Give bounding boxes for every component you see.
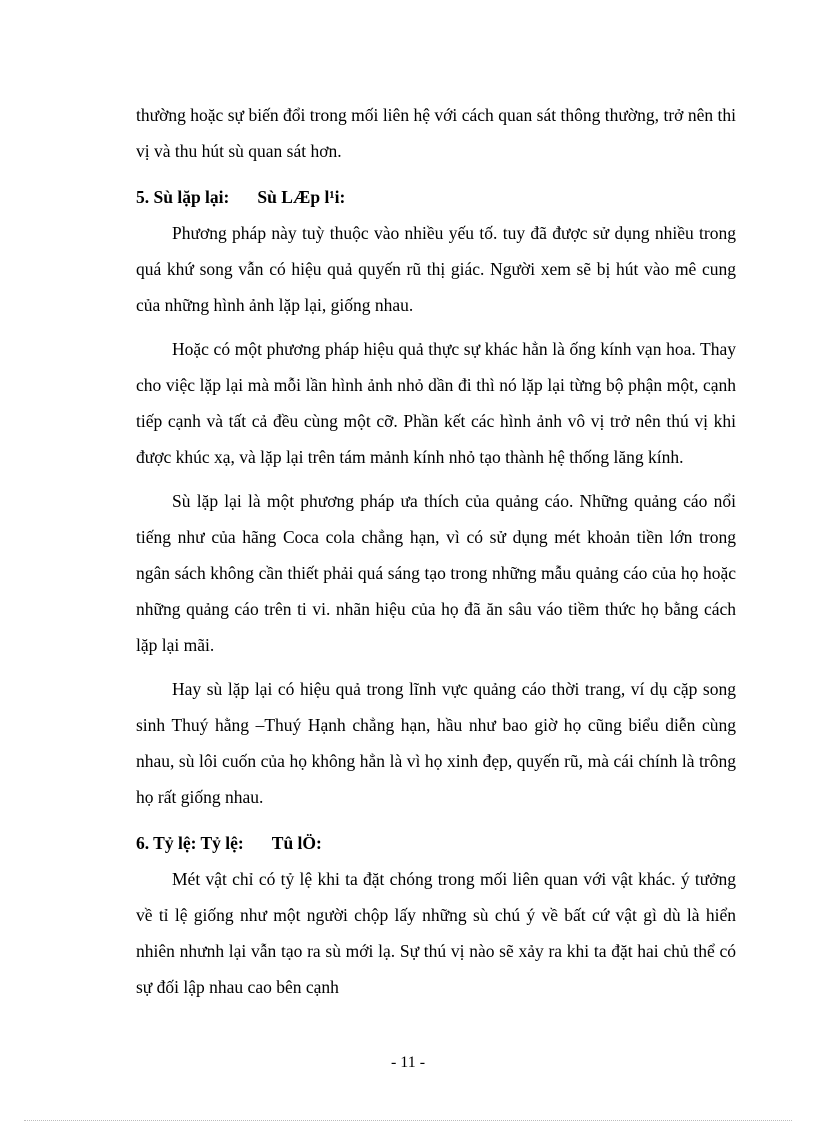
- footer-divider: [24, 1120, 792, 1121]
- paragraph-continued: thường hoặc sự biến đổi trong mối liên hệ với cách quan sát thông thường, trở nên thi vị và thu hút sù quan sát hơn.: [136, 105, 736, 161]
- section-6-heading-secondary: Tû lÖ:: [271, 833, 322, 853]
- paragraph: Mét vật chỉ có tỷ lệ khi ta đặt chóng trong mối liên quan với vật khác. ý tưởng về tỉ lệ giống như một người chộp lấy những sù chú ý về bất cứ vật gì dù là hiển nhiên nhưnh lại vẫn tạo ra sù mới lạ. Sự thú vị nào sẽ xảy ra khi ta đặt hai chủ thể có sự đối lập nhau cao bên cạnh: [136, 869, 736, 997]
- page-number: - 11 -: [390, 1054, 426, 1071]
- paragraph: Sù lặp lại là một phương pháp ưa thích của quảng cáo. Những quảng cáo nổi tiếng như của hãng Coca cola chẳng hạn, vì có sử dụng mét khoản tiền lớn trong ngân sách không cần thiết phải quá sáng tạo trong những mẫu quảng cáo của họ hoặc những quảng cáo trên ti vi. nhãn hiệu của họ đã ăn sâu váo tiềm thức họ bằng cách lặp lại mãi.: [136, 491, 736, 655]
- body-text: [136, 97, 736, 1013]
- section-5-heading-secondary: Sù LÆp l¹i:: [257, 187, 346, 207]
- section-5-heading: [136, 179, 736, 215]
- paragraph: Hoặc có một phương pháp hiệu quả thực sự khác hẳn là ống kính vạn hoa. Thay cho việc lặp lại mà mỗi lần hình ảnh nhỏ dần đi thì nó lặp lại từng bộ phận một, cạnh tiếp cạnh và tất cả đều cùng một cỡ. Phần kết các hình ảnh vô vị trở nên thú vị khi được khúc xạ, và lặp lại trên tám mảnh kính nhỏ tạo thành hệ thống lăng kính.: [136, 339, 736, 467]
- section-6-heading-primary: 6. Tỷ lệ: Tỷ lệ:: [136, 833, 244, 853]
- paragraph: Phương pháp này tuỳ thuộc vào nhiều yếu tố. tuy đã được sử dụng nhiều trong quá khứ song vẫn có hiệu quả quyến rũ thị giác. Người xem sẽ bị hút vào mê cung của những hình ảnh lặp lại, giống nhau.: [136, 223, 736, 315]
- paragraph: Hay sù lặp lại có hiệu quả trong lĩnh vực quảng cáo thời trang, ví dụ cặp song sinh Thuý hằng –Thuý Hạnh chẳng hạn, hầu như bao giờ họ cũng biểu diễn cùng nhau, sù lôi cuốn của họ không hẳn là vì họ xinh đẹp, quyến rũ, mà cái chính là trông họ rất giống nhau.: [136, 679, 736, 807]
- section-5-heading-primary: 5. Sù lặp lại:: [136, 187, 230, 207]
- section-6-heading: [136, 825, 736, 861]
